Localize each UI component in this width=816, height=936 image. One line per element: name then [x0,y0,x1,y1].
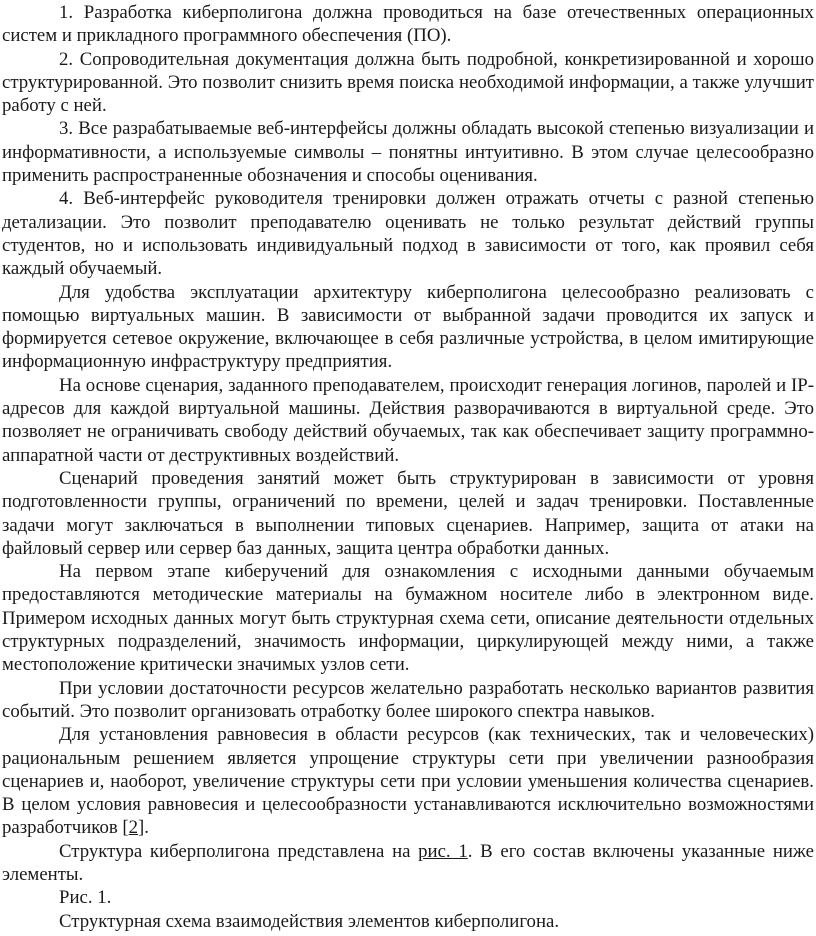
citation-link[interactable]: 2 [128,817,139,839]
paragraph-resources [2,723,814,839]
figure-label: Рис. 1. [59,887,112,909]
figure-link[interactable]: рис. 1 [418,840,468,862]
paragraph-5: Для удобства эксплуатации архитектуру киберполигона целесообразно реализовать с помощью виртуальных машин. В зависимости от выбранной задачи проводится их запуск и формируется сетевое окружение, включающее в себя различные устройства, в целом имитирующие информационную инфраструктуру предприятия. [2,281,814,373]
paragraph-structure-tail: . В его состав включены указанные ниже элементы. [2,840,814,885]
paragraph-4: 4. Веб-интерфейс руководителя тренировки должен отражать отчеты с разной степенью детализации. Это позволит преподавателю оценивать не только результат действий группы студентов, но и использовать индивидуальный подход в зависимости от того, как проявил себя каждый обучаемый. [2,188,814,280]
paragraph-3: 3. Все разрабатываемые веб-интерфейсы должны обладать высокой степенью визуализации и информативности, а используемые символы – понятны интуитивно. В этом случае целесообразно применить распространенные обозначения и способы оценивания. [2,118,814,187]
paragraph-8: На первом этапе киберучений для ознакомления с исходными данными обучаемым предоставляются методические материалы на бумажном носителе либо в электронном виде. Примером исходных данных могут быть структурная схема сети, описание деятельности отдельных структурных подразделений, значимость информации, циркулирующей между ними, а также местоположение критически значимых узлов сети. [2,561,814,676]
paragraph-2: 2. Сопроводительная документация должна быть подробной, конкретизированной и хорошо структурированной. Это позволит снизить время поиска необходимой информации, а также улучшит работу с ней. [2,48,814,117]
paragraph-1: 1. Разработка киберполигона должна проводиться на базе отечественных операционных систем и прикладного программного обеспечения (ПО). [2,2,814,47]
figure-caption: Структурная схема взаимодействия элементов киберполигона. [59,910,560,932]
paragraph-structure-text: Структура киберполигона представлена на [59,840,419,862]
paragraph-9: При условии достаточности ресурсов желательно разработать несколько вариантов развития событий. Это позволит организовать отработку более широкого спектра навыков. [2,677,814,722]
paragraph-resources-tail: ]. [138,817,149,839]
paragraph-resources-text: Для установления равновесия в области ресурсов (как технических, так и человеческих) рациональным решением является упрощение структуры сети при увеличении разнообразия сценариев и, наоборот, увеличение структуры сети при условии уменьшения количества сценариев. В целом условия равновесия и целесообразности устанавливаются исключительно возможностями разработчиков [ [2,724,814,839]
paragraph-7: Сценарий проведения занятий может быть структурирован в зависимости от уровня подготовленности группы, ограничений по времени, целей и задач тренировки. Поставленные задачи могут заключаться в выполнении типовых сценариев. Например, защита от атаки на файловый сервер или сервер баз данных, защита центра обработки данных. [2,467,814,559]
paragraph-6: На основе сценария, заданного преподавателем, происходит генерация логинов, паролей и IP-адресов для каждой виртуальной машины. Действия разворачиваются в виртуальной среде. Это позволяет не ограничивать свободу действий обучаемых, так как обеспечивает защиту программно-аппаратной части от деструктивных воздействий. [2,374,814,466]
paragraph-structure [2,840,814,887]
